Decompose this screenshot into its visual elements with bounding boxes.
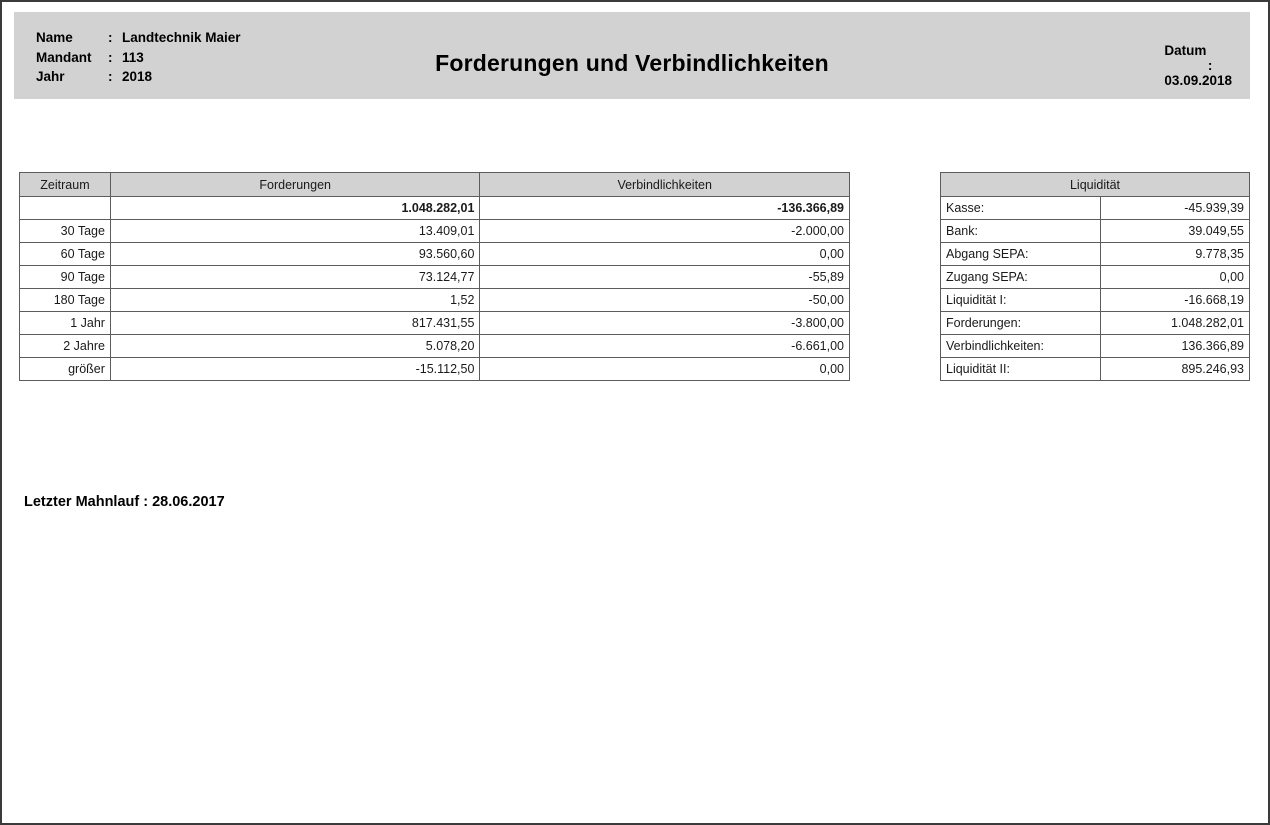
liquidity-row — [941, 335, 1250, 358]
cell-liquidity-label: Forderungen: — [941, 312, 1101, 335]
table-header-row — [20, 173, 850, 197]
table-row — [20, 243, 850, 266]
cell-zeitraum — [20, 197, 111, 220]
header-meta-row-name — [36, 28, 241, 48]
column-header-liquiditaet: Liquidität — [941, 173, 1250, 197]
cell-forderungen: 5.078,20 — [110, 335, 480, 358]
receivables-payables-table-container — [19, 172, 850, 381]
cell-liquidity-label: Liquidität I: — [941, 289, 1101, 312]
liquidity-row — [941, 289, 1250, 312]
name-label: Name — [36, 30, 73, 45]
cell-liquidity-label: Kasse: — [941, 197, 1101, 220]
cell-verbindlichkeiten: -3.800,00 — [480, 312, 850, 335]
page-title: Forderungen und Verbindlichkeiten — [435, 50, 829, 76]
table-row — [20, 289, 850, 312]
date-colon: : — [1207, 58, 1213, 73]
column-header-zeitraum: Zeitraum — [20, 173, 111, 197]
table-row — [20, 197, 850, 220]
cell-forderungen: 73.124,77 — [110, 266, 480, 289]
cell-verbindlichkeiten: -136.366,89 — [480, 197, 850, 220]
mandant-colon: : — [108, 49, 113, 65]
liquidity-table-container — [940, 172, 1250, 381]
liquidity-row — [941, 266, 1250, 289]
liquidity-row — [941, 243, 1250, 266]
jahr-value: 2018 — [122, 69, 153, 84]
receivables-payables-table — [19, 172, 850, 381]
table-head — [20, 173, 850, 197]
cell-forderungen: 1,52 — [110, 289, 480, 312]
table-row — [20, 266, 850, 289]
liquidity-row — [941, 197, 1250, 220]
cell-zeitraum: 90 Tage — [20, 266, 111, 289]
cell-verbindlichkeiten: -2.000,00 — [480, 220, 850, 243]
jahr-colon: : — [108, 69, 113, 84]
liquidity-header-row — [941, 173, 1250, 197]
liquidity-row — [941, 220, 1250, 243]
header-date-block — [1142, 28, 1232, 103]
cell-liquidity-value: 0,00 — [1100, 266, 1249, 289]
cell-forderungen: 817.431,55 — [110, 312, 480, 335]
cell-zeitraum: 60 Tage — [20, 243, 111, 266]
cell-liquidity-value: 136.366,89 — [1100, 335, 1249, 358]
liquidity-table-body — [941, 197, 1250, 381]
name-colon: : — [108, 30, 113, 45]
liquidity-table — [940, 172, 1250, 381]
cell-verbindlichkeiten: 0,00 — [480, 243, 850, 266]
cell-zeitraum: 30 Tage — [20, 220, 111, 243]
cell-liquidity-label: Verbindlichkeiten: — [941, 335, 1101, 358]
cell-verbindlichkeiten: -50,00 — [480, 289, 850, 312]
cell-liquidity-value: 895.246,93 — [1100, 358, 1249, 381]
cell-zeitraum: größer — [20, 358, 111, 381]
report-header-band — [14, 12, 1250, 99]
liquidity-row — [941, 312, 1250, 335]
cell-liquidity-value: -45.939,39 — [1100, 197, 1249, 220]
cell-forderungen: -15.112,50 — [110, 358, 480, 381]
table-row — [20, 335, 850, 358]
cell-zeitraum: 2 Jahre — [20, 335, 111, 358]
last-dunning-run-note: Letzter Mahnlauf : 28.06.2017 — [24, 494, 225, 510]
liquidity-table-head — [941, 173, 1250, 197]
cell-liquidity-value: -16.668,19 — [1100, 289, 1249, 312]
table-body — [20, 197, 850, 381]
cell-liquidity-label: Bank: — [941, 220, 1101, 243]
cell-zeitraum: 180 Tage — [20, 289, 111, 312]
date-label: Datum — [1164, 43, 1207, 58]
table-row — [20, 358, 850, 381]
mandant-value: 113 — [122, 49, 144, 65]
table-row — [20, 312, 850, 335]
cell-verbindlichkeiten: 0,00 — [480, 358, 850, 381]
name-value: Landtechnik Maier — [122, 30, 241, 45]
table-row — [20, 220, 850, 243]
cell-forderungen: 13.409,01 — [110, 220, 480, 243]
cell-liquidity-label: Abgang SEPA: — [941, 243, 1101, 266]
column-header-forderungen: Forderungen — [110, 173, 480, 197]
mandant-label: Mandant — [36, 49, 92, 65]
jahr-label: Jahr — [36, 69, 65, 84]
cell-liquidity-label: Zugang SEPA: — [941, 266, 1101, 289]
date-value: 03.09.2018 — [1164, 73, 1232, 88]
liquidity-row — [941, 358, 1250, 381]
cell-forderungen: 1.048.282,01 — [110, 197, 480, 220]
cell-liquidity-value: 1.048.282,01 — [1100, 312, 1249, 335]
cell-liquidity-value: 9.778,35 — [1100, 243, 1249, 266]
cell-zeitraum: 1 Jahr — [20, 312, 111, 335]
cell-liquidity-value: 39.049,55 — [1100, 220, 1249, 243]
column-header-verbindlichkeiten: Verbindlichkeiten — [480, 173, 850, 197]
cell-liquidity-label: Liquidität II: — [941, 358, 1101, 381]
cell-verbindlichkeiten: -6.661,00 — [480, 335, 850, 358]
cell-verbindlichkeiten: -55,89 — [480, 266, 850, 289]
cell-forderungen: 93.560,60 — [110, 243, 480, 266]
